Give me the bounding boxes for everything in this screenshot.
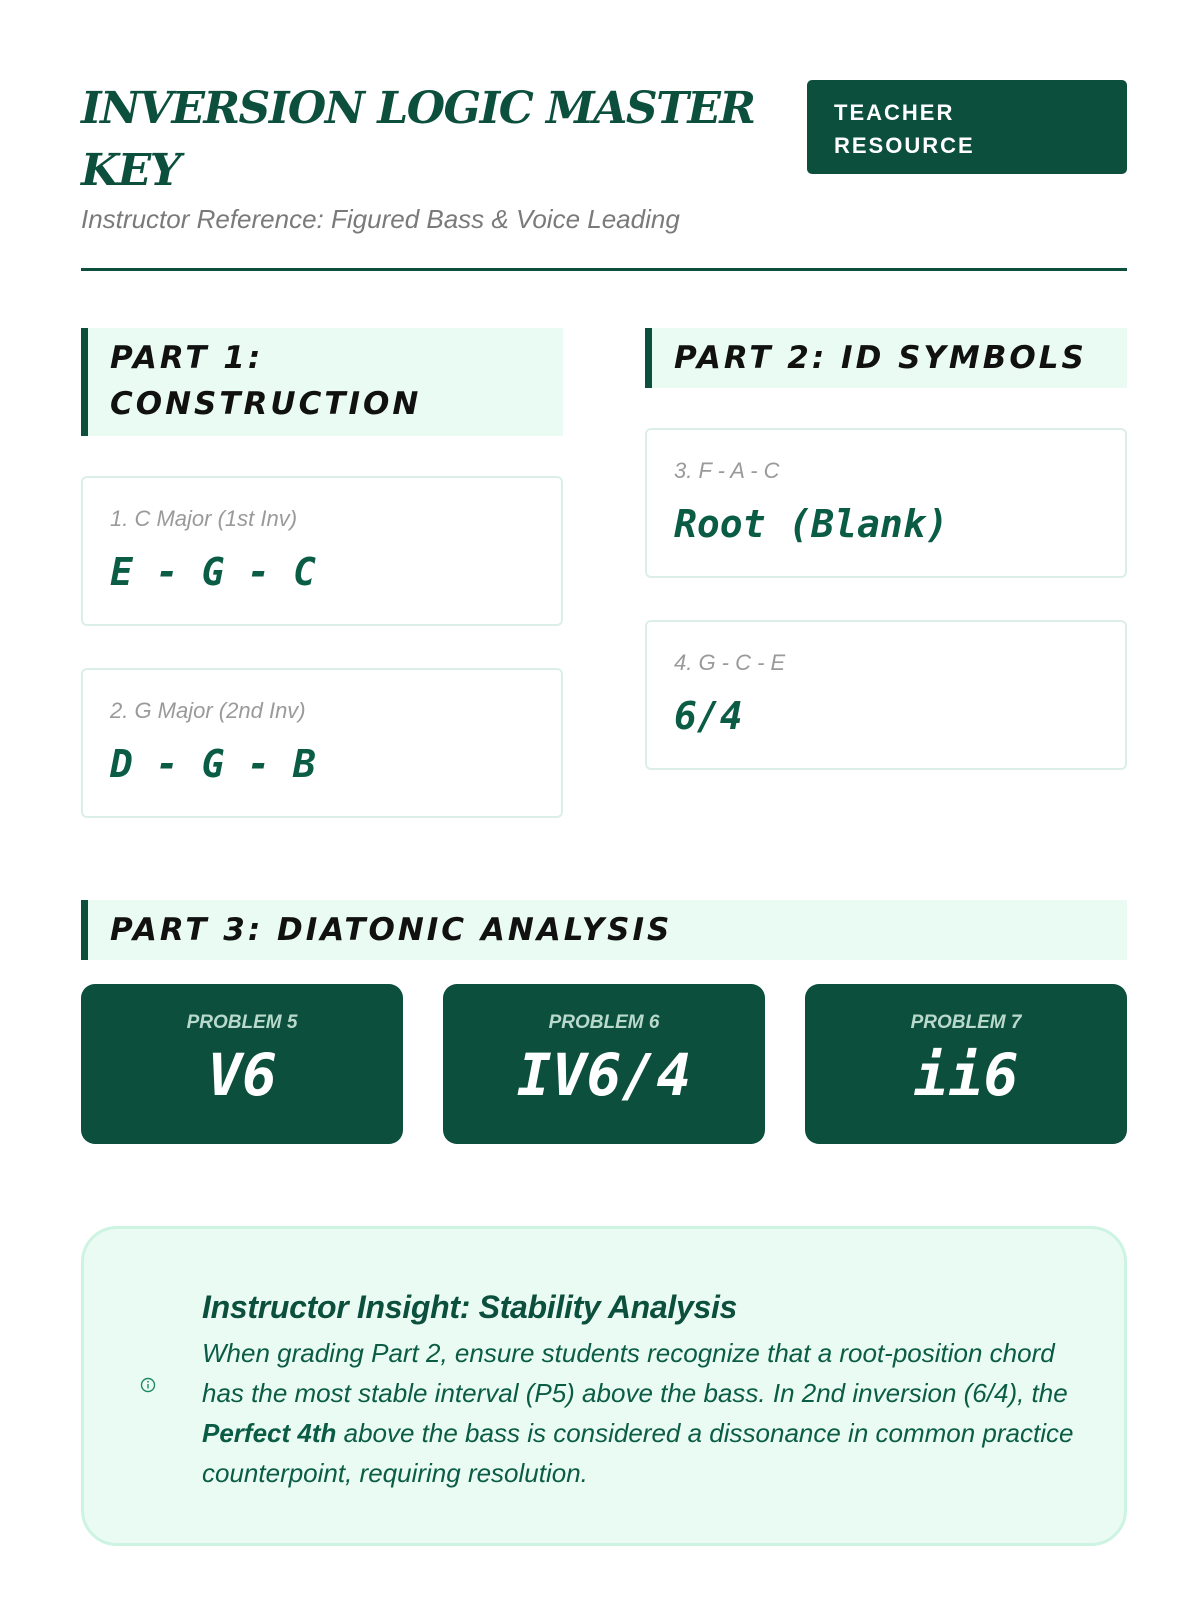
card-label: 3. F - A - C (674, 458, 780, 483)
part1-heading (81, 328, 563, 436)
part2-heading-text: PART 2: ID SYMBOLS (674, 340, 1087, 376)
part1-heading-line2: CONSTRUCTION (110, 386, 422, 422)
answer-card-3 (645, 428, 1127, 578)
insight-body (202, 1333, 1082, 1493)
card-answer: 6/4 (674, 694, 743, 738)
answer-card-4 (645, 620, 1127, 770)
card-answer: E - G - C (110, 550, 316, 594)
part3-heading (81, 900, 1127, 960)
card-answer: Root (Blank) (674, 502, 949, 546)
part3-heading-text: PART 3: DIATONIC ANALYSIS (110, 912, 673, 948)
insight-title: Instructor Insight: Stability Analysis (202, 1289, 738, 1325)
page-title: INVERSION LOGIC MASTER KEY (81, 83, 755, 196)
problem-answer: V6 (207, 1041, 277, 1109)
part1-heading-line1: PART 1: (110, 340, 264, 376)
badge-line-2: RESOURCE (834, 133, 975, 158)
card-label: 4. G - C - E (674, 650, 786, 675)
insight-body-emphasis: Perfect 4th (202, 1418, 337, 1448)
answer-card-1 (81, 476, 563, 626)
header-divider (81, 268, 1127, 271)
insight-body-text-1: When grading Part 2, ensure students recognize that a root-position chord has the most stable interval (P5) above the bass. In 2nd inversion (6/4), the (202, 1338, 1068, 1408)
card-label: 2. G Major (2nd Inv) (110, 698, 306, 723)
problem-label: PROBLEM 5 (186, 1012, 298, 1033)
part2-heading (645, 328, 1127, 388)
answer-card-2 (81, 668, 563, 818)
problem-label: PROBLEM 6 (548, 1012, 660, 1033)
info-circle-icon (140, 1377, 156, 1393)
insight-body-text-2: above the bass is considered a dissonance in common practice counterpoint, requiring resolution. (202, 1418, 1074, 1488)
problem-answer: ii6 (913, 1041, 1019, 1109)
problem-tile-5 (81, 984, 403, 1144)
teacher-resource-badge (807, 80, 1127, 174)
card-answer: D - G - B (110, 742, 316, 786)
instructor-insight-box (81, 1226, 1127, 1546)
badge-line-1: TEACHER (834, 100, 955, 125)
page-subtitle: Instructor Reference: Figured Bass & Voice Leading (81, 204, 680, 234)
page-header (81, 78, 1127, 238)
problem-answer: IV6/4 (516, 1041, 692, 1109)
problem-label: PROBLEM 7 (910, 1012, 1022, 1033)
problem-tile-6 (443, 984, 765, 1144)
problem-tile-7 (805, 984, 1127, 1144)
card-label: 1. C Major (1st Inv) (110, 506, 298, 531)
